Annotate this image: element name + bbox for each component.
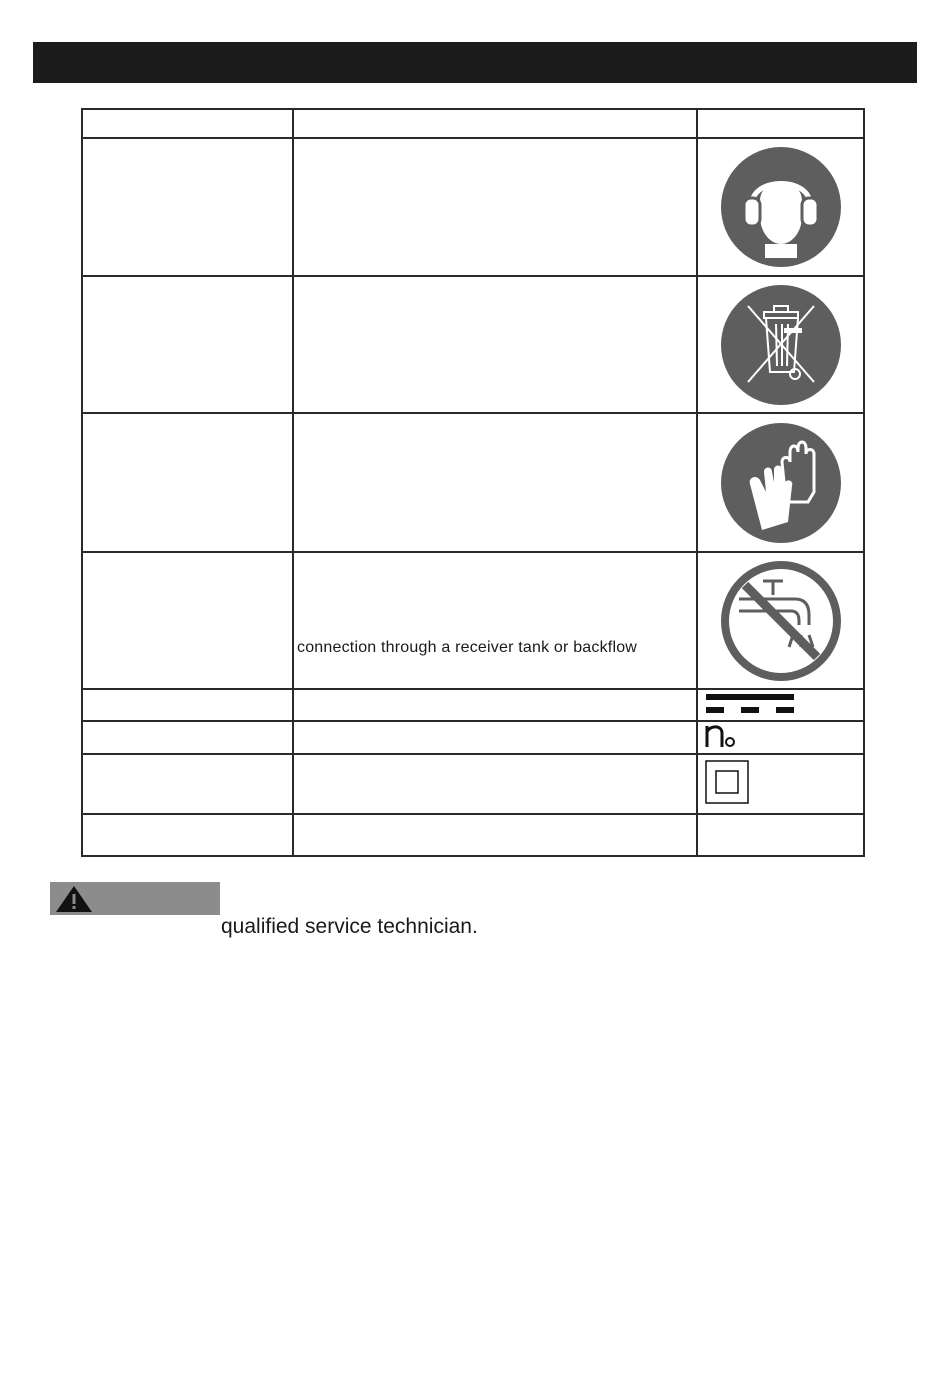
icon-cell [697,413,864,552]
wear-gloves-icon [720,422,842,544]
description-cell [293,721,697,754]
symbol-name-cell [82,814,293,856]
symbol-name-cell [82,552,293,689]
symbol-name-cell [82,689,293,721]
table-row [82,754,864,814]
icon-cell [697,552,864,689]
icon-cell [697,276,864,413]
header-cell-icon [697,109,864,138]
description-cell [293,413,697,552]
ear-protection-icon [720,146,842,268]
symbol-name-cell [82,138,293,276]
description-cell [293,814,697,856]
crossed-bin-weee-icon [720,284,842,406]
icon-cell [697,754,864,814]
icon-cell [697,138,864,276]
table-row [82,689,864,721]
icon-cell [697,689,864,721]
symbol-name-cell [82,721,293,754]
description-cell [293,552,697,689]
table-header-row [82,109,864,138]
warning-text: qualified service technician. [221,915,478,938]
symbols-table [81,108,865,857]
table-row [82,552,864,689]
header-cell-symbol [82,109,293,138]
description-cell [293,689,697,721]
direct-current-icon [704,691,796,715]
table-row [82,721,864,754]
symbol-name-cell [82,754,293,814]
description-cell [293,754,697,814]
no-water-tap-connection-icon [719,559,843,683]
symbol-name-cell [82,276,293,413]
description-text: connection through a receiver tank or backflow [297,639,638,656]
section-header-bar [33,42,917,83]
icon-cell [697,814,864,856]
icon-cell [697,721,864,754]
table-row [82,138,864,276]
symbol-name-cell [82,413,293,552]
no-load-speed-icon [704,722,738,748]
description-cell [293,138,697,276]
header-cell-description [293,109,697,138]
table-row [82,276,864,413]
warning-badge [50,882,220,915]
table-row [82,814,864,856]
description-cell [293,276,697,413]
table-row [82,413,864,552]
warning-triangle-icon [55,885,93,913]
class-ii-double-insulation-icon [704,759,750,805]
